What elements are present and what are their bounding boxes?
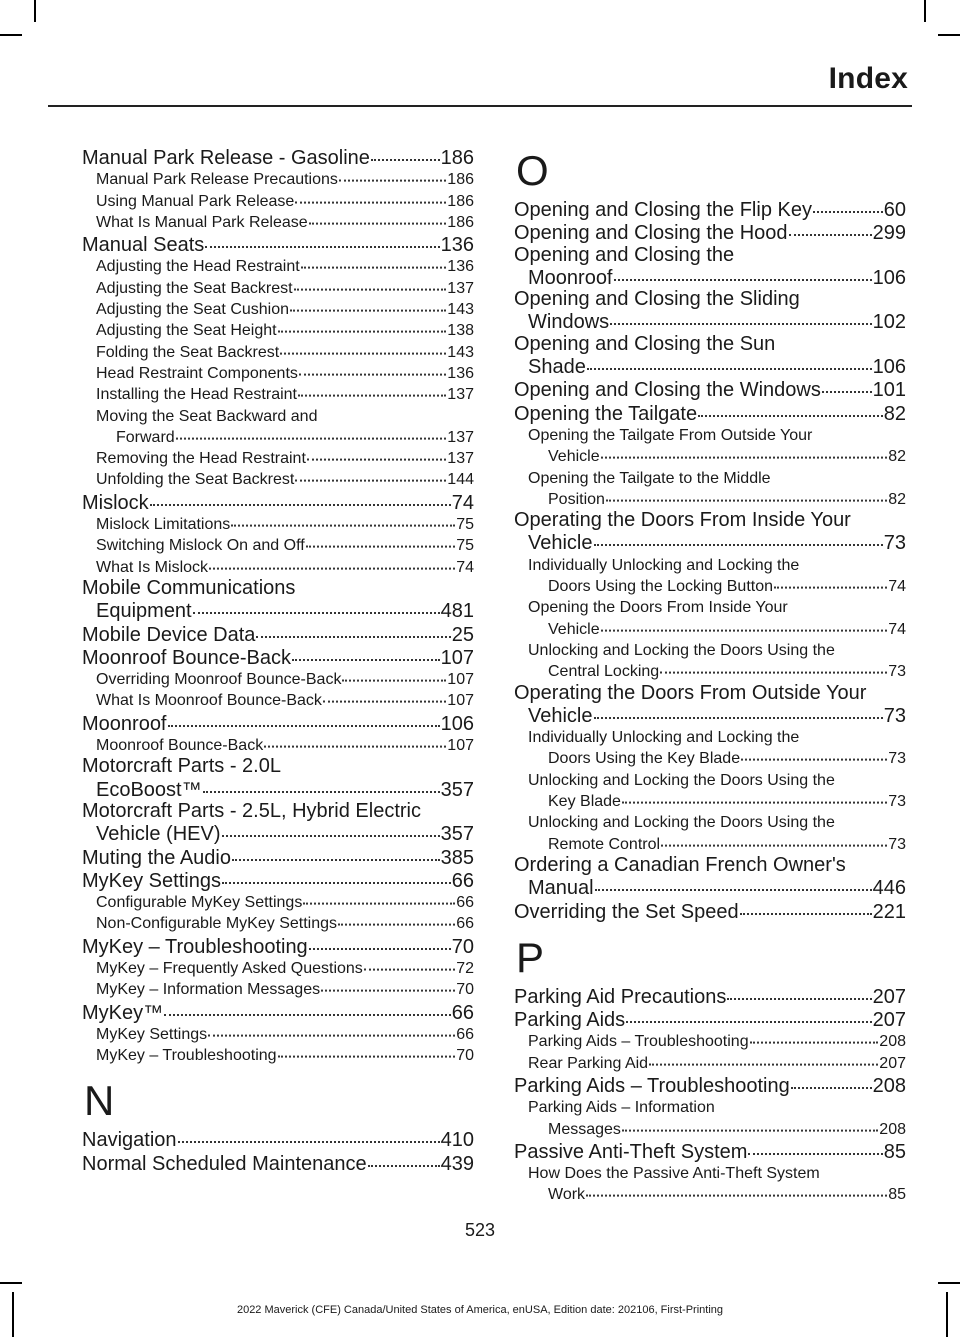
entry-text: Work xyxy=(548,1186,586,1204)
entry-text: Installing the Head Restraint xyxy=(96,386,297,404)
dot-leader xyxy=(626,1005,871,1023)
dot-leader xyxy=(586,1182,887,1197)
dot-leader xyxy=(774,574,887,589)
entry-text: Parking Aids – Information xyxy=(528,1099,715,1117)
index-entry[interactable] xyxy=(82,1001,474,1024)
index-subentry[interactable] xyxy=(82,256,474,277)
dot-leader xyxy=(321,977,455,992)
dot-leader xyxy=(698,399,883,417)
entry-text: Key Blade xyxy=(548,793,621,811)
entry-text: Windows xyxy=(528,311,610,334)
entry-text: MyKey Settings xyxy=(96,1025,208,1043)
page-reference: 439 xyxy=(440,1152,474,1175)
page-reference: 137 xyxy=(447,386,474,404)
index-subentry[interactable] xyxy=(514,1031,906,1052)
entry-text: Motorcraft Parts - 2.5L, Hybrid Electric xyxy=(82,799,421,822)
dot-leader xyxy=(307,446,446,461)
entry-text: Overriding Moonroof Bounce-Back xyxy=(96,671,342,689)
page-reference: 82 xyxy=(888,490,906,508)
page-reference: 73 xyxy=(883,532,906,555)
entry-text: Operating the Doors From Inside Your xyxy=(514,509,851,532)
page-reference: 66 xyxy=(456,915,474,933)
index-entry[interactable] xyxy=(82,646,474,669)
dot-leader xyxy=(661,831,887,846)
dot-leader xyxy=(176,425,447,440)
dot-leader xyxy=(164,998,451,1016)
page-reference: 74 xyxy=(888,578,906,596)
index-entry[interactable] xyxy=(82,491,474,514)
index-entry[interactable] xyxy=(514,334,906,379)
entry-text: Opening the Doors From Inside Your xyxy=(528,599,788,617)
entry-text: MyKey – Troubleshooting xyxy=(96,1047,277,1065)
index-entry[interactable] xyxy=(82,935,474,958)
page-reference: 143 xyxy=(447,343,474,361)
entry-text: Unlocking and Locking the Doors Using the xyxy=(528,771,835,789)
entry-text: Rear Parking Aid xyxy=(528,1054,649,1072)
page-reference: 186 xyxy=(447,192,474,210)
index-entry[interactable] xyxy=(82,233,474,256)
index-subentry[interactable] xyxy=(82,342,474,363)
entry-text: Head Restraint Components xyxy=(96,364,298,382)
entry-text: Opening the Tailgate From Outside Your xyxy=(528,426,813,444)
dot-leader xyxy=(150,488,451,506)
dot-leader xyxy=(294,276,447,291)
index-subentry[interactable] xyxy=(82,384,474,405)
page-reference: 102 xyxy=(872,311,906,334)
page-reference: 82 xyxy=(888,448,906,466)
page-reference: 481 xyxy=(440,600,474,623)
page-reference: 82 xyxy=(883,402,906,425)
index-subentry[interactable] xyxy=(82,735,474,756)
entry-text: Equipment xyxy=(96,600,192,623)
index-entry[interactable] xyxy=(514,402,906,425)
index-entry[interactable] xyxy=(82,801,474,846)
entry-text: MyKey – Information Messages xyxy=(96,981,321,999)
section-letter: N xyxy=(84,1077,115,1125)
page-reference: 107 xyxy=(447,692,474,710)
page-reference: 186 xyxy=(440,147,474,169)
entry-text: Individually Unlocking and Locking the xyxy=(528,729,800,747)
edition-footer: 2022 Maverick (CFE) Canada/United States of America, enUSA, Edition date: 202106, First-Printing xyxy=(236,1304,724,1316)
page-reference: 70 xyxy=(456,981,474,999)
dot-leader xyxy=(368,1149,440,1167)
entry-text: Parking Aid Precautions xyxy=(514,985,727,1008)
entry-text: Switching Mislock On and Off xyxy=(96,537,305,555)
index-entry[interactable] xyxy=(514,245,906,290)
index-column-right xyxy=(514,146,906,1206)
index-subentry[interactable] xyxy=(82,892,474,913)
crop-mark xyxy=(924,0,926,22)
dot-leader xyxy=(280,339,446,354)
dot-leader xyxy=(193,596,440,614)
dot-leader xyxy=(231,512,455,527)
index-entry[interactable] xyxy=(514,289,906,334)
dot-leader xyxy=(660,659,887,674)
header-rule xyxy=(48,105,912,107)
page-reference: 107 xyxy=(447,671,474,689)
index-subentry[interactable] xyxy=(514,468,906,511)
index-entry[interactable] xyxy=(82,578,474,623)
page-reference: 73 xyxy=(888,793,906,811)
page-reference: 137 xyxy=(447,428,474,446)
entry-text: Moonroof xyxy=(528,266,613,289)
entry-text: EcoBoost™ xyxy=(96,778,202,801)
entry-text: Adjusting the Seat Cushion xyxy=(96,301,290,319)
index-subentry[interactable] xyxy=(514,555,906,598)
section-letter: P xyxy=(516,933,545,981)
page-reference: 106 xyxy=(872,356,906,379)
index-entry[interactable] xyxy=(82,146,474,169)
entry-text: Ordering a Canadian French Owner's xyxy=(514,853,846,876)
page-reference: 208 xyxy=(879,1120,906,1138)
page-reference: 136 xyxy=(447,258,474,276)
dot-leader xyxy=(306,533,456,548)
entry-text: Unlocking and Locking the Doors Using the xyxy=(528,641,835,659)
page-reference: 75 xyxy=(456,537,474,555)
entry-text: Shade xyxy=(528,356,586,379)
entry-text: Opening and Closing the Flip Key xyxy=(514,199,812,221)
entry-text: Adjusting the Head Restraint xyxy=(96,258,300,276)
dot-leader xyxy=(299,361,446,376)
page-reference: 101 xyxy=(872,379,906,402)
entry-text: Muting the Audio xyxy=(82,846,231,869)
dot-leader xyxy=(622,789,887,804)
page-reference: 70 xyxy=(451,935,474,958)
dot-leader xyxy=(813,195,883,213)
entry-text: Moonroof xyxy=(82,712,167,735)
page-reference: 299 xyxy=(872,222,906,245)
entry-text: MyKey™ xyxy=(82,1001,164,1024)
entry-text: Using Manual Park Release xyxy=(96,192,295,210)
dot-leader xyxy=(222,866,451,884)
crop-mark xyxy=(938,1282,960,1284)
entry-text: Remote Control xyxy=(548,835,661,853)
index-subentry[interactable] xyxy=(514,1163,906,1206)
dot-leader xyxy=(649,1050,878,1065)
page-reference: 106 xyxy=(440,712,474,735)
index-subentry[interactable] xyxy=(82,320,474,341)
entry-text: Overriding the Set Speed xyxy=(514,900,739,923)
index-subentry[interactable] xyxy=(82,1045,474,1066)
entry-text: Mobile Communications xyxy=(82,576,296,599)
index-subentry[interactable] xyxy=(82,191,474,212)
entry-text: Parking Aids xyxy=(514,1009,626,1032)
entry-text: Unfolding the Seat Backrest xyxy=(96,471,295,489)
dot-leader xyxy=(278,318,447,333)
dot-leader xyxy=(301,254,447,269)
entry-text: Unlocking and Locking the Doors Using the xyxy=(528,814,835,832)
index-entry[interactable] xyxy=(514,221,906,244)
dot-leader xyxy=(601,616,888,631)
dot-leader xyxy=(727,982,871,1000)
entry-text: Opening the Tailgate xyxy=(514,402,698,425)
page-reference: 207 xyxy=(872,985,906,1008)
entry-text: Opening and Closing the Windows xyxy=(514,379,821,402)
page-reference: 136 xyxy=(440,234,474,257)
page-reference: 74 xyxy=(456,558,474,576)
page-reference: 207 xyxy=(879,1054,906,1072)
entry-text: What Is Mislock xyxy=(96,558,209,576)
dot-leader xyxy=(209,554,455,569)
entry-text: Adjusting the Seat Backrest xyxy=(96,279,293,297)
dot-leader xyxy=(601,444,888,459)
entry-text: Motorcraft Parts - 2.0L xyxy=(82,755,281,778)
entry-text: MyKey – Frequently Asked Questions xyxy=(96,959,363,977)
page-reference: 73 xyxy=(883,704,906,727)
dot-leader xyxy=(587,352,872,370)
index-subentry[interactable] xyxy=(82,958,474,979)
page-reference: 73 xyxy=(888,750,906,768)
dot-leader xyxy=(822,375,872,393)
dot-leader xyxy=(595,873,872,891)
index-subentry[interactable] xyxy=(82,278,474,299)
page-reference: 25 xyxy=(451,623,474,646)
dot-leader xyxy=(295,467,446,482)
page-reference: 107 xyxy=(447,737,474,755)
page-reference: 66 xyxy=(456,894,474,912)
page-reference: 138 xyxy=(447,322,474,340)
page-reference: 73 xyxy=(888,663,906,681)
entry-text: Moonroof Bounce-Back xyxy=(82,646,292,669)
entry-text: Manual Park Release Precautions xyxy=(96,171,338,189)
page-reference: 85 xyxy=(888,1186,906,1204)
dot-leader xyxy=(594,528,883,546)
entry-text: Opening and Closing the Sun xyxy=(514,332,776,355)
page-reference: 66 xyxy=(451,869,474,892)
entry-text: Central Locking xyxy=(548,663,660,681)
page-reference: 136 xyxy=(447,364,474,382)
entry-text: Vehicle xyxy=(548,448,600,466)
crop-mark xyxy=(0,34,22,36)
page-reference: 137 xyxy=(447,450,474,468)
section-letter: O xyxy=(516,147,549,194)
entry-text: Vehicle (HEV) xyxy=(96,823,221,846)
crop-mark xyxy=(0,1282,22,1284)
entry-text: Messages xyxy=(548,1120,621,1138)
entry-text: Opening the Tailgate to the Middle xyxy=(528,469,771,487)
index-entry[interactable] xyxy=(514,510,906,555)
entry-text: Operating the Doors From Outside Your xyxy=(514,681,867,704)
entry-text: Mislock xyxy=(82,491,149,514)
entry-text: Forward xyxy=(116,428,175,446)
entry-text: Moonroof Bounce-Back xyxy=(96,737,264,755)
page-reference: 74 xyxy=(451,491,474,514)
dot-leader xyxy=(610,307,871,325)
index-entry[interactable] xyxy=(82,712,474,735)
dot-leader xyxy=(256,620,450,638)
index-entry[interactable] xyxy=(514,900,906,923)
entry-text: Doors Using the Key Blade xyxy=(548,750,741,768)
page-reference: 74 xyxy=(888,620,906,638)
entry-text: Mobile Device Data xyxy=(82,623,256,646)
index-subentry[interactable] xyxy=(82,363,474,384)
index-entry[interactable] xyxy=(82,756,474,801)
page-number: 523 xyxy=(464,1220,496,1240)
index-subentry[interactable] xyxy=(82,406,474,449)
page-reference: 107 xyxy=(440,646,474,669)
index-column-left xyxy=(82,146,474,1175)
page-reference: 357 xyxy=(440,778,474,801)
entry-text: Parking Aids – Troubleshooting xyxy=(528,1033,749,1051)
index-subentry[interactable] xyxy=(82,514,474,535)
dot-leader xyxy=(295,188,446,203)
page-reference: 66 xyxy=(451,1001,474,1024)
page-reference: 186 xyxy=(447,171,474,189)
crop-mark xyxy=(938,34,960,36)
entry-text: Opening and Closing the xyxy=(514,243,735,266)
index-subentry[interactable] xyxy=(514,812,906,855)
page-reference: 446 xyxy=(872,877,906,900)
page-reference: 207 xyxy=(872,1009,906,1032)
dot-leader xyxy=(309,210,447,225)
dot-leader xyxy=(614,263,872,281)
entry-text: Opening and Closing the Sliding xyxy=(514,288,800,311)
dot-leader xyxy=(292,643,440,661)
page-reference: 60 xyxy=(883,199,906,221)
page-reference: 143 xyxy=(447,301,474,319)
page-reference: 208 xyxy=(879,1033,906,1051)
dot-leader xyxy=(791,1071,872,1089)
entry-text: Vehicle xyxy=(528,532,593,555)
page-reference: 73 xyxy=(888,835,906,853)
entry-text: Folding the Seat Backrest xyxy=(96,343,280,361)
page-reference: 221 xyxy=(872,900,906,923)
index-subentry[interactable] xyxy=(514,640,906,683)
index-entry[interactable] xyxy=(514,1074,906,1097)
page-reference: 357 xyxy=(440,823,474,846)
entry-text: Mislock Limitations xyxy=(96,516,231,534)
index-subentry[interactable] xyxy=(514,425,906,468)
index-subentry[interactable] xyxy=(82,169,474,190)
dot-leader xyxy=(298,382,446,397)
dot-leader xyxy=(309,932,451,950)
index-subentry[interactable] xyxy=(514,727,906,770)
index-entry[interactable] xyxy=(82,869,474,892)
dot-leader xyxy=(594,701,883,719)
dot-leader xyxy=(364,956,455,971)
entry-text: Opening and Closing the Hood xyxy=(514,222,788,245)
page-reference: 70 xyxy=(456,1047,474,1065)
dot-leader xyxy=(203,775,440,793)
entry-text: Adjusting the Seat Height xyxy=(96,322,277,340)
page-reference: 186 xyxy=(447,213,474,231)
entry-text: Doors Using the Locking Button xyxy=(548,578,774,596)
index-subentry[interactable] xyxy=(514,597,906,640)
page-reference: 85 xyxy=(883,1140,906,1163)
index-entry[interactable] xyxy=(514,855,906,900)
index-subentry[interactable] xyxy=(514,770,906,813)
page-reference: 144 xyxy=(447,471,474,489)
entry-text: Manual xyxy=(528,877,594,900)
index-subentry[interactable] xyxy=(82,535,474,556)
crop-mark xyxy=(34,0,36,22)
entry-text: Non-Configurable MyKey Settings xyxy=(96,915,338,933)
dot-leader xyxy=(290,297,446,312)
entry-text: Manual Park Release - Gasoline xyxy=(82,147,370,169)
entry-text: Vehicle xyxy=(528,704,593,727)
index-subentry[interactable] xyxy=(82,448,474,469)
page-reference: 72 xyxy=(456,959,474,977)
dot-leader xyxy=(178,1125,440,1143)
index-entry[interactable] xyxy=(514,1140,906,1163)
dot-leader xyxy=(789,218,872,236)
dot-leader xyxy=(303,890,455,905)
entry-text: Navigation xyxy=(82,1129,177,1152)
dot-leader xyxy=(748,1137,882,1155)
page-reference: 385 xyxy=(440,846,474,869)
page-reference: 208 xyxy=(872,1074,906,1097)
index-subentry[interactable] xyxy=(514,1097,906,1140)
dot-leader xyxy=(232,843,440,861)
entry-text: MyKey Settings xyxy=(82,869,221,892)
index-subentry[interactable] xyxy=(82,669,474,690)
index-subentry[interactable] xyxy=(82,1024,474,1045)
entry-text: How Does the Passive Anti-Theft System xyxy=(528,1165,820,1183)
index-entry[interactable] xyxy=(514,683,906,728)
entry-text: What Is Manual Park Release xyxy=(96,213,308,231)
entry-text: Moving the Seat Backward and xyxy=(96,407,318,425)
dot-leader xyxy=(264,733,446,748)
dot-leader xyxy=(371,143,440,161)
dot-leader xyxy=(339,167,446,182)
entry-text: What Is Moonroof Bounce-Back xyxy=(96,692,322,710)
entry-text: Configurable MyKey Settings xyxy=(96,894,303,912)
dot-leader xyxy=(342,667,446,682)
entry-text: Individually Unlocking and Locking the xyxy=(528,556,800,574)
dot-leader xyxy=(278,1043,456,1058)
dot-leader xyxy=(323,688,446,703)
dot-leader xyxy=(622,1116,878,1131)
entry-text: Position xyxy=(548,490,605,508)
dot-leader xyxy=(208,1022,455,1037)
dot-leader xyxy=(750,1029,879,1044)
index-subentry[interactable] xyxy=(82,299,474,320)
entry-text: Manual Seats xyxy=(82,234,205,257)
index-subentry[interactable] xyxy=(82,557,474,578)
dot-leader xyxy=(740,897,872,915)
entry-text: Parking Aids – Troubleshooting xyxy=(514,1074,790,1097)
dot-leader xyxy=(606,487,887,502)
page-title: Index xyxy=(828,62,908,95)
entry-text: Vehicle xyxy=(548,620,600,638)
page-reference: 75 xyxy=(456,516,474,534)
dot-leader xyxy=(222,819,440,837)
dot-leader xyxy=(338,911,455,926)
entry-text: Normal Scheduled Maintenance xyxy=(82,1152,367,1175)
dot-leader xyxy=(205,230,439,248)
page-reference: 106 xyxy=(872,266,906,289)
page-reference: 410 xyxy=(440,1129,474,1152)
dot-leader xyxy=(168,709,440,727)
entry-text: Removing the Head Restraint xyxy=(96,450,306,468)
dot-leader xyxy=(741,746,887,761)
entry-text: MyKey – Troubleshooting xyxy=(82,935,308,958)
page-reference: 66 xyxy=(456,1025,474,1043)
page-reference: 137 xyxy=(447,279,474,297)
index-entry[interactable] xyxy=(82,1152,474,1175)
index-entry[interactable] xyxy=(514,1008,906,1031)
entry-text: Passive Anti-Theft System xyxy=(514,1140,748,1163)
